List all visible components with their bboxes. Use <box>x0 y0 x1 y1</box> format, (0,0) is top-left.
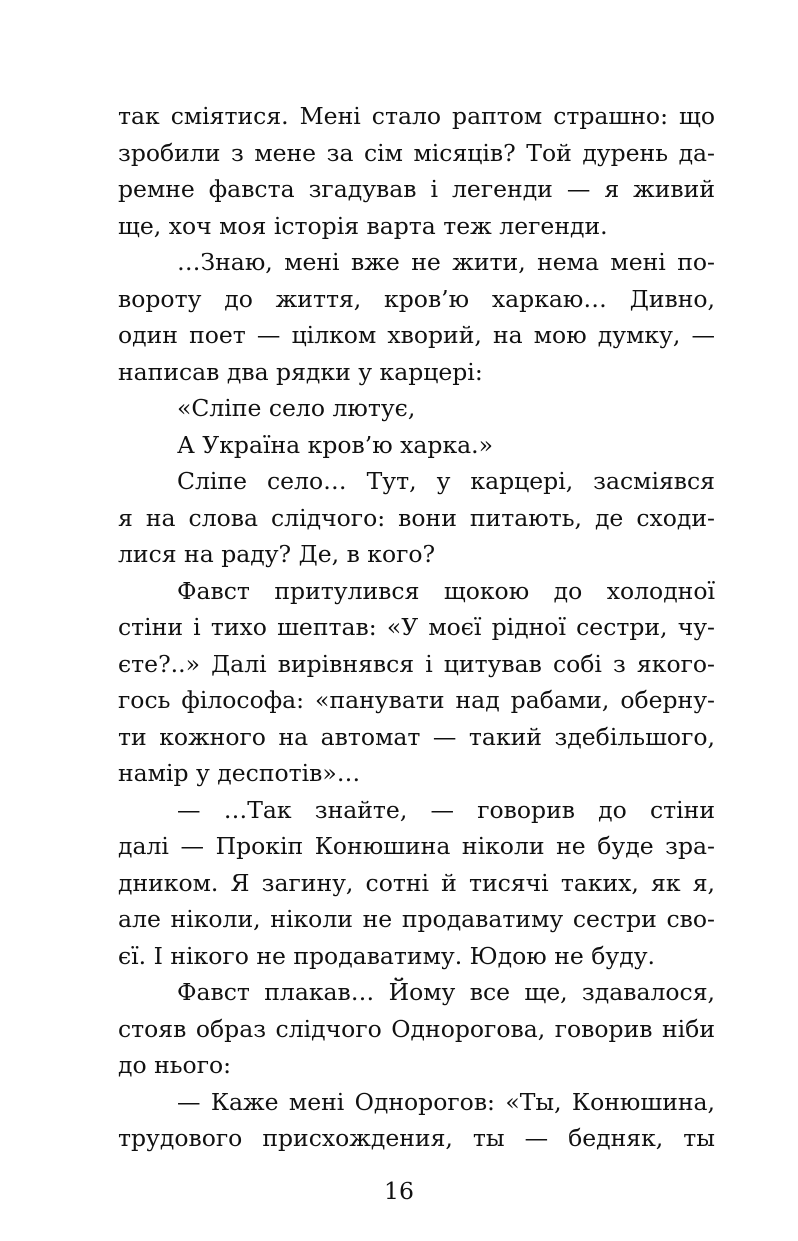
text-line: Фавст плакав… Йому все ще, здавалося, <box>177 978 715 1006</box>
text-line: — Каже мені Однорогов: «Ты, Конюшина, <box>177 1087 715 1116</box>
poem-line: А Україна кров’ю харка.» <box>177 430 494 459</box>
text-line: гось філософа: «панувати над рабами, оберну- <box>118 686 715 714</box>
text-line: ще, хоч моя історія варта теж легенди. <box>118 211 608 240</box>
poem-line: «Сліпе село лютує, <box>177 394 416 422</box>
text-line: один поет — цілком хворий, на мою думку, — <box>118 321 715 349</box>
text-line: намір у деспотів»… <box>118 759 361 787</box>
text-line: ремне фавста згадував і легенди — я живий <box>118 175 715 203</box>
text-line: єї. І нікого не продаватиму. Юдою не буду. <box>118 941 656 970</box>
page-number: 16 <box>384 1176 414 1205</box>
text-line: лися на раду? Де, в кого? <box>118 540 436 568</box>
text-line: …Знаю, мені вже не жити, нема мені по- <box>177 248 715 276</box>
text-line: зробили з мене за сім місяців? Той дурень да- <box>118 138 715 167</box>
text-line: я на слова слідчого: вони питають, де сходи- <box>118 503 715 532</box>
text-line: стояв образ слідчого Однорогова, говорив ніби <box>118 1014 715 1043</box>
text-line: але ніколи, ніколи не продаватиму сестри сво- <box>118 905 715 933</box>
text-line: до нього: <box>118 1051 232 1079</box>
text-line: — …Так знайте, — говорив до стіни <box>177 795 715 824</box>
text-line: стіни і тихо шептав: «У моєї рідної сестри, чу- <box>118 613 715 641</box>
text-line: вороту до життя, кров’ю харкаю… Дивно, <box>118 284 715 313</box>
text-line: ти кожного на автомат — такий здебільшого, <box>118 722 715 751</box>
text-line: трудового присхождения, ты — бедняк, ты <box>118 1124 715 1152</box>
text-line: Сліпе село… Тут, у карцері, засміявся <box>177 467 715 495</box>
text-line: єте?..» Далі вирівнявся і цитував собі з якого- <box>118 649 715 678</box>
text-line: далі — Прокіп Конюшина ніколи не буде зра- <box>118 832 715 860</box>
text-line: написав два рядки у карцері: <box>118 357 483 386</box>
text-line: так сміятися. Мені стало раптом страшно: що <box>118 102 715 130</box>
text-line: дником. Я загину, сотні й тисячі таких, як я, <box>118 868 715 897</box>
text-line: Фавст притулився щокою до холодної <box>177 576 715 605</box>
